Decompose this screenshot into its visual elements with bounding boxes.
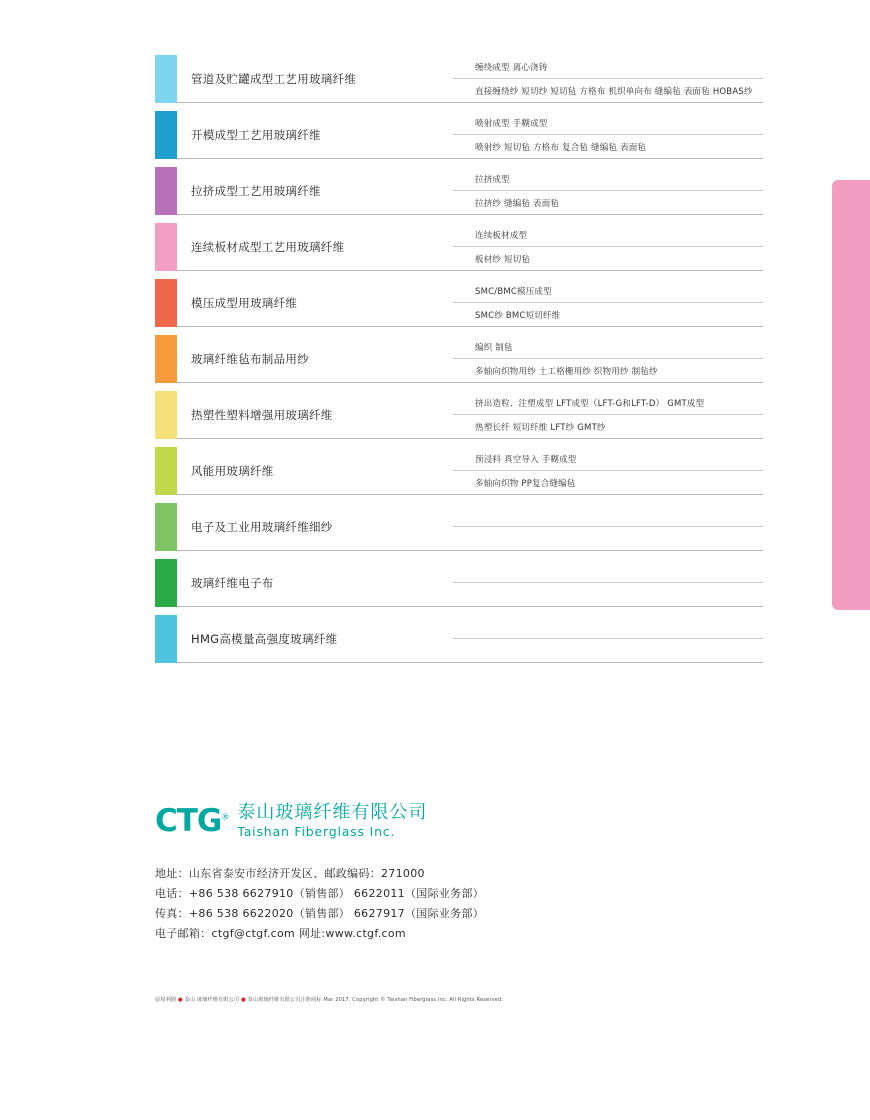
row-detail-line: 多轴向织物用纱 土工格栅用纱 织物用纱 制毡纱 bbox=[453, 359, 763, 383]
row-category-label: 开模成型工艺用玻璃纤维 bbox=[177, 111, 453, 159]
row-color-swatch bbox=[155, 55, 177, 103]
row-color-swatch bbox=[155, 223, 177, 271]
registered-trademark-icon: ® bbox=[221, 812, 229, 822]
row-spacer bbox=[155, 551, 763, 559]
copyright-suffix: Mar 2017. Copyright © Taishan Fiberglass Inc. All Rights Reserved. bbox=[323, 997, 504, 1003]
table-row bbox=[155, 391, 763, 439]
row-detail-line: 喷射纱 短切毡 方格布 复合毡 缝编毡 表面毡 bbox=[453, 135, 763, 159]
row-detail-group bbox=[453, 559, 763, 607]
row-category-label: 连续板材成型工艺用玻璃纤维 bbox=[177, 223, 453, 271]
row-detail-group bbox=[453, 391, 763, 439]
row-detail-line: 编织 制毡 bbox=[453, 335, 763, 359]
row-category-label: 拉挤成型工艺用玻璃纤维 bbox=[177, 167, 453, 215]
row-detail-line: 直接缠绕纱 短切纱 短切毡 方格布 机织单向布 缝编毡 表面毡 HOBAS纱 bbox=[453, 79, 763, 103]
row-detail-group bbox=[453, 615, 763, 663]
row-category-label: HMG高模量高强度玻璃纤维 bbox=[177, 615, 453, 663]
row-category-label: 玻璃纤维电子布 bbox=[177, 559, 453, 607]
row-color-swatch bbox=[155, 279, 177, 327]
row-color-swatch bbox=[155, 111, 177, 159]
row-detail-line bbox=[453, 527, 763, 551]
row-category-label: 管道及贮罐成型工艺用玻璃纤维 bbox=[177, 55, 453, 103]
row-spacer bbox=[155, 607, 763, 615]
company-name-cn: 泰山玻璃纤维有限公司 bbox=[237, 802, 428, 824]
row-detail-group bbox=[453, 503, 763, 551]
row-detail-group bbox=[453, 55, 763, 103]
row-color-swatch bbox=[155, 335, 177, 383]
row-detail-line: 多轴向织物 PP复合缝编毡 bbox=[453, 471, 763, 495]
row-color-swatch bbox=[155, 447, 177, 495]
red-dot-icon: ● bbox=[240, 997, 246, 1003]
row-detail-line: SMC纱 BMC短切纤维 bbox=[453, 303, 763, 327]
table-row bbox=[155, 335, 763, 383]
document-footer bbox=[155, 800, 775, 944]
row-detail-line: 板材纱 短切毡 bbox=[453, 247, 763, 271]
row-detail-line: SMC/BMC模压成型 bbox=[453, 279, 763, 303]
table-row bbox=[155, 111, 763, 159]
contact-email-website: 电子邮箱：ctgf@ctgf.com 网址:www.ctgf.com bbox=[155, 927, 406, 940]
row-spacer bbox=[155, 327, 763, 335]
company-logo bbox=[155, 800, 775, 842]
row-detail-group bbox=[453, 223, 763, 271]
row-detail-line bbox=[453, 639, 763, 663]
row-spacer bbox=[155, 271, 763, 279]
row-color-swatch bbox=[155, 559, 177, 607]
copyright-mid-2: 泰山玻璃纤维有限公司注册商标 bbox=[247, 997, 322, 1003]
ctg-logo-icon bbox=[155, 802, 237, 839]
row-category-label: 玻璃纤维毡布制品用纱 bbox=[177, 335, 453, 383]
row-detail-group bbox=[453, 111, 763, 159]
row-detail-line: 喷射成型 手糊成型 bbox=[453, 111, 763, 135]
row-color-swatch bbox=[155, 503, 177, 551]
row-spacer bbox=[155, 103, 763, 111]
table-row bbox=[155, 447, 763, 495]
row-detail-group bbox=[453, 335, 763, 383]
contact-fax: 传真：+86 538 6622020（销售部） 6627917（国际业务部） bbox=[155, 907, 485, 920]
row-detail-group bbox=[453, 447, 763, 495]
copyright-line bbox=[155, 996, 503, 1003]
table-row bbox=[155, 223, 763, 271]
row-spacer bbox=[155, 383, 763, 391]
row-detail-line: 拉挤纱 缝编毡 表面毡 bbox=[453, 191, 763, 215]
row-detail-group bbox=[453, 167, 763, 215]
row-category-label: 电子及工业用玻璃纤维细纱 bbox=[177, 503, 453, 551]
contact-address: 地址：山东省泰安市经济开发区、邮政编码：271000 bbox=[155, 867, 425, 880]
row-color-swatch bbox=[155, 615, 177, 663]
row-spacer bbox=[155, 215, 763, 223]
page-side-tab bbox=[832, 180, 870, 610]
row-category-label: 风能用玻璃纤维 bbox=[177, 447, 453, 495]
row-spacer bbox=[155, 439, 763, 447]
row-spacer bbox=[155, 495, 763, 503]
table-row bbox=[155, 55, 763, 103]
row-detail-line bbox=[453, 559, 763, 583]
table-row bbox=[155, 279, 763, 327]
row-detail-line: 连续板材成型 bbox=[453, 223, 763, 247]
row-detail-group bbox=[453, 279, 763, 327]
company-name-en: Taishan Fiberglass Inc. bbox=[237, 823, 396, 839]
table-row bbox=[155, 559, 763, 607]
row-detail-line: 挤出造粒、注塑成型 LFT成型（LFT-G和LFT-D） GMT成型 bbox=[453, 391, 763, 415]
row-color-swatch bbox=[155, 167, 177, 215]
row-color-swatch bbox=[155, 391, 177, 439]
row-detail-line: 热塑长纤 短切纤维 LFT纱 GMT纱 bbox=[453, 415, 763, 439]
row-detail-line: 预浸料 真空导入 手糊成型 bbox=[453, 447, 763, 471]
contact-phone: 电话：+86 538 6627910（销售部） 6622011（国际业务部） bbox=[155, 887, 485, 900]
row-detail-line bbox=[453, 503, 763, 527]
ctg-logo-wordmark: CTG bbox=[155, 802, 222, 839]
contact-info bbox=[155, 864, 775, 944]
table-row bbox=[155, 167, 763, 215]
row-category-label: 模压成型用玻璃纤维 bbox=[177, 279, 453, 327]
row-detail-line: 拉挤成型 bbox=[453, 167, 763, 191]
row-detail-line bbox=[453, 615, 763, 639]
copyright-mid-1: 泰山 玻璃纤维有限公司 bbox=[184, 997, 240, 1003]
row-detail-line bbox=[453, 583, 763, 607]
copyright-prefix: 原权利剧 bbox=[155, 997, 177, 1003]
table-row bbox=[155, 503, 763, 551]
company-name-block bbox=[237, 803, 427, 839]
row-spacer bbox=[155, 159, 763, 167]
table-row bbox=[155, 615, 763, 663]
row-category-label: 热塑性塑料增强用玻璃纤维 bbox=[177, 391, 453, 439]
row-detail-line: 缠绕成型 离心浇铸 bbox=[453, 55, 763, 79]
product-category-table bbox=[155, 55, 763, 663]
red-dot-icon: ● bbox=[177, 997, 183, 1003]
